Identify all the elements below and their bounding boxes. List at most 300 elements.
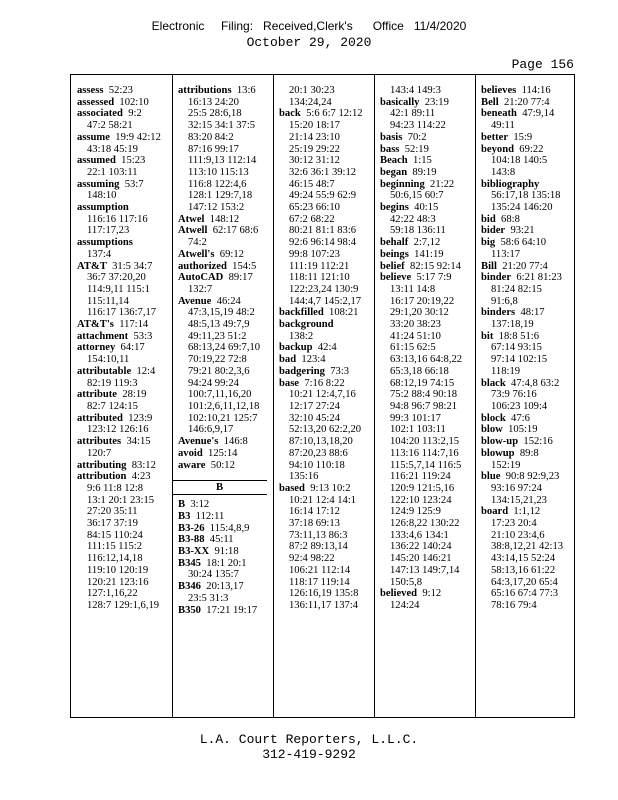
page-line-refs-continued: 101:2,6,11,12,18: [188, 400, 260, 412]
page-line-refs-continued: 92:4 98:22: [289, 553, 335, 565]
page-line-refs-continued: 16:17 20:19,22: [390, 295, 455, 307]
page-line-refs-continued: 65:16 67:4 77:3: [491, 588, 559, 600]
page-line-refs-continued: 42:1 89:11: [390, 108, 436, 120]
index-entry: [178, 225, 273, 237]
page-line-refs: 53:7: [124, 178, 144, 190]
page-line-refs-continued: 56:17,18 135:18: [491, 190, 561, 202]
page-line-refs: 47:9,14: [522, 108, 555, 120]
index-word: back: [279, 108, 301, 120]
page-line-refs: 115:4,8,9: [209, 522, 250, 534]
page-line-refs-continued: 65:23 66:10: [289, 202, 340, 214]
page-line-refs-continued: 83:20 84:2: [188, 131, 234, 143]
index-word: B3-26: [178, 522, 205, 534]
page-line-refs-continued: 16:13 24:20: [188, 96, 239, 108]
page-line-refs: 42:4: [317, 342, 337, 354]
page-line-refs-continued: 120:7: [87, 447, 112, 459]
page-line-refs-continued: 29:1,20 30:12: [390, 307, 449, 319]
index-word: bibliography: [481, 178, 540, 190]
index-entry: [77, 471, 172, 483]
page-line-refs-continued: 21:10 23:4,6: [491, 529, 545, 541]
page-line-refs: 146:8: [223, 436, 248, 448]
index-entry: [77, 179, 172, 191]
page-line-refs-continued: 118:19: [491, 365, 521, 377]
index-word: attributes: [77, 436, 122, 448]
index-word: associated: [77, 108, 123, 120]
page-line-refs-continued: 25:5 28:6,18: [188, 108, 242, 120]
index-entry: [481, 108, 576, 120]
page-line-refs: 123:4: [301, 354, 326, 366]
page-line-refs-continued: 128:1 129:7,18: [188, 190, 253, 202]
page-line-refs-continued: 12:17 27:24: [289, 400, 340, 412]
page-line-refs: 117:14: [119, 319, 149, 331]
index-word: avoid: [178, 447, 203, 459]
index-word: B3-88: [178, 534, 205, 546]
page-line-refs: 58:6 64:10: [500, 237, 547, 249]
index-word: authorized: [178, 260, 227, 272]
page-line-refs: 112:11: [195, 510, 225, 522]
index-entry: [77, 389, 172, 401]
page-line-refs-continued: 78:16 79:4: [491, 599, 537, 611]
page-line-refs-continued: 75:2 88:4 90:18: [390, 389, 458, 401]
page-line-refs-continued: 118:17 119:14: [289, 576, 350, 588]
page-line-refs: 152:16: [523, 436, 553, 448]
index-entry: [178, 214, 273, 226]
page-line-refs: 18:8 51:6: [498, 330, 539, 342]
page-line-refs-continued: 61:15 62:5: [390, 342, 436, 354]
index-word: AT&T's: [77, 319, 114, 331]
page-line-refs-continued: 68:13,24 69:7,10: [188, 342, 261, 354]
index-entry: [178, 460, 273, 472]
page-line-refs: 9:13 10:2: [310, 482, 351, 494]
index-word: bid: [481, 213, 496, 225]
index-word: attributing: [77, 459, 127, 471]
index-entry: [481, 237, 576, 249]
index-word: blowup: [481, 447, 515, 459]
page-line-refs-continued: 136:22 140:24: [390, 541, 452, 553]
index-word: Avenue: [178, 295, 212, 307]
page-line-refs-continued: 93:16 97:24: [491, 482, 542, 494]
page-line-refs-continued: 49:24 55:9 62:9: [289, 190, 357, 202]
page-line-refs-continued: 65:3,18 66:18: [390, 365, 449, 377]
page-line-refs-continued: 124:24: [390, 599, 420, 611]
index-entry: [178, 534, 273, 546]
page-line-refs-continued: 144:4,7 145:2,17: [289, 295, 362, 307]
page-line-refs: 17:21 19:17: [206, 604, 258, 616]
page-line-refs-continued: 91:6,8: [491, 295, 518, 307]
index-word: backup: [279, 342, 313, 354]
page-line-refs: 3:12: [190, 499, 210, 511]
index-entry: [380, 202, 475, 214]
page-line-refs-continued: 41:24 51:10: [390, 330, 441, 342]
page-line-refs-continued: 43:14,15 52:24: [491, 553, 556, 565]
index-word: better: [481, 131, 509, 143]
index-entry: [178, 605, 273, 617]
page-line-refs-continued: 17:23 20:4: [491, 518, 537, 530]
index-entry: [380, 167, 475, 179]
index-word: believe: [380, 272, 412, 284]
index-word: bass: [380, 143, 400, 155]
page-line-refs-continued: 122:10 123:24: [390, 494, 452, 506]
page-line-refs-continued: 59:18 136:11: [390, 225, 446, 237]
index-entry: [380, 132, 475, 144]
page-line-refs-continued: 116:12,14,18: [87, 553, 143, 565]
index-word: attributions: [178, 85, 232, 96]
page-line-refs: 1:1,12: [513, 506, 541, 518]
section-letter: B: [172, 480, 267, 495]
page-line-refs: 5:17 7:9: [416, 272, 452, 284]
index-entry: [481, 97, 576, 109]
page-line-refs: 12:4: [136, 365, 156, 377]
page-line-refs: 15:9: [513, 131, 533, 143]
page-line-refs-continued: 154:10,11: [87, 354, 130, 366]
index-entry: [481, 424, 576, 436]
page-line-refs: 47:6: [511, 412, 530, 424]
page-line-refs-continued: 120:9 121:5,16: [390, 482, 455, 494]
page-line-refs: 4:23: [131, 471, 151, 483]
page-line-refs-continued: 114:9,11 115:1: [87, 283, 150, 295]
page-line-refs-continued: 106:21 112:14: [289, 564, 351, 576]
page-line-refs-continued: 64:3,17,20 65:4: [491, 576, 558, 588]
index-word: attributable: [77, 365, 132, 377]
index-entry: [380, 588, 475, 600]
index-word: assume: [77, 131, 110, 143]
page-line-refs-continued: 119:10 120:19: [87, 564, 149, 576]
index-word: badgering: [279, 365, 325, 377]
index-word: binder: [481, 272, 512, 284]
page-line-refs-continued: 32:15 34:1 37:5: [188, 120, 256, 132]
page-line-refs: 105:19: [508, 424, 538, 436]
page-line-refs-continued: 32:6 36:1 39:12: [289, 166, 357, 178]
page-line-refs-continued: 87:20,23 88:6: [289, 447, 348, 459]
page-line-refs-continued: 135:16: [289, 471, 319, 483]
page-line-refs: 114:16: [521, 85, 551, 96]
page-line-refs-continued: 143:8: [491, 166, 516, 178]
page-line-refs-continued: 16:14 17:12: [289, 506, 340, 518]
page-line-refs: 90:8 92:9,23: [505, 471, 560, 483]
page-line-refs-continued: 136:11,17 137:4: [289, 599, 359, 611]
index-entry: [481, 506, 576, 518]
index-word: blue: [481, 471, 501, 483]
reporter-phone: 312-419-9292: [262, 747, 356, 762]
index-entry: [77, 202, 172, 214]
index-entry: [380, 237, 475, 249]
index-entry: [279, 354, 374, 366]
page-line-refs: 23:19: [424, 96, 449, 108]
page-line-refs-continued: 117:17,23: [87, 225, 130, 237]
index-entry: [178, 249, 273, 261]
page-line-refs-continued: 13:1 20:1 23:15: [87, 494, 155, 506]
index-word: attribution: [77, 471, 127, 483]
page-line-refs-continued: 38:8,12,21 42:13: [491, 541, 564, 553]
page-line-refs-continued: 87:2 89:13,14: [289, 541, 348, 553]
page-line-refs: 21:20 77:4: [502, 260, 548, 272]
index-entry: [178, 85, 273, 97]
index-word: B3-XX: [178, 546, 210, 558]
index-word: attorney: [77, 342, 116, 354]
index-column-2: [172, 85, 273, 616]
page-line-refs-continued: 145:20 146:21: [390, 553, 452, 565]
page-line-refs-continued: 84:15 110:24: [87, 529, 143, 541]
page-line-refs-continued: 132:7: [188, 283, 213, 295]
page-line-refs-continued: 21:14 23:10: [289, 131, 340, 143]
index-entry: [279, 366, 374, 378]
page-line-refs-continued: 111:15 115:2: [87, 541, 143, 553]
index-entry: [178, 581, 273, 593]
reporter-company: L.A. Court Reporters, L.L.C.: [199, 732, 419, 747]
index-entry: [380, 261, 475, 273]
index-word: big: [481, 237, 496, 249]
page-line-refs: 5:6 6:7 12:12: [306, 108, 363, 120]
index-entry: [380, 155, 475, 167]
page-line-refs: 9:2: [128, 108, 142, 120]
page-line-refs-continued: 143:4 149:3: [390, 85, 441, 96]
page-line-refs-continued: 106:23 109:4: [491, 400, 548, 412]
index-word: background: [279, 319, 334, 331]
page-line-refs: 125:14: [208, 447, 238, 459]
page-line-refs: 83:12: [131, 459, 156, 471]
page-line-refs-continued: 73:11,13 86:3: [289, 529, 348, 541]
page-line-refs-continued: 36:7 37:20,20: [87, 272, 146, 284]
page-line-refs: 53:3: [133, 330, 153, 342]
index-entry: [380, 97, 475, 109]
page-line-refs: 9:12: [422, 588, 442, 600]
page-line-refs: 46:24: [216, 295, 241, 307]
index-entry: [279, 307, 374, 319]
index-word: began: [380, 166, 408, 178]
page-line-refs-continued: 30:24 135:7: [188, 569, 239, 581]
page-line-refs-continued: 148:10: [87, 190, 117, 202]
page-line-refs: 82:15 92:14: [410, 260, 461, 272]
page-line-refs-continued: 94:8 96:7 98:21: [390, 400, 458, 412]
index-word: AutoCAD: [178, 272, 224, 284]
page-line-refs: 7:16 8:22: [304, 377, 345, 389]
index-word: Atwel: [178, 213, 205, 225]
page-line-refs-continued: 49:11: [491, 120, 515, 132]
page-line-refs: 47:4,8 63:2: [511, 377, 560, 389]
index-word: B346: [178, 581, 201, 593]
page-line-refs: 40:15: [414, 202, 439, 214]
index-word: B: [178, 499, 186, 511]
page-line-refs: 102:10: [119, 96, 149, 108]
page-line-refs-continued: 87:10,13,18,20: [289, 436, 353, 448]
index-entry: [481, 272, 576, 284]
page-footer: [0, 732, 618, 762]
page-line-refs-continued: 9:6 11:8 12:8: [87, 482, 144, 494]
page-line-refs-continued: 30:12 31:12: [289, 155, 340, 167]
page-line-refs-continued: 99:8 107:23: [289, 248, 340, 260]
page-line-refs-continued: 135:24 146:20: [491, 202, 553, 214]
page-line-refs: 48:17: [520, 307, 545, 319]
page-line-refs-continued: 113:17: [491, 248, 521, 260]
page-line-refs-continued: 126:8,22 130:22: [390, 518, 460, 530]
page-line-refs-continued: 104:18 140:5: [491, 155, 548, 167]
page-line-refs: 31:5 34:7: [112, 260, 153, 272]
page-line-refs-continued: 120:21 123:16: [87, 576, 149, 588]
index-entry: [77, 237, 172, 249]
page-line-refs: 69:22: [519, 143, 544, 155]
index-word: assess: [77, 85, 104, 96]
page-line-refs: 15:23: [121, 155, 146, 167]
page-line-refs: 2:7,12: [413, 237, 441, 249]
index-word: bider: [481, 225, 506, 237]
page-line-refs-continued: 82:7 124:15: [87, 400, 138, 412]
index-entry: [481, 214, 576, 226]
page-line-refs: 108:21: [329, 307, 359, 319]
index-word: aware: [178, 459, 206, 471]
page-line-refs-continued: 102:1 103:11: [390, 424, 446, 436]
page-line-refs: 50:12: [210, 459, 235, 471]
page-number: Page 156: [511, 57, 574, 72]
page-line-refs: 93:21: [510, 225, 535, 237]
page-line-refs-continued: 116:16 117:16: [87, 213, 148, 225]
page-line-refs-continued: 74:2: [188, 237, 207, 249]
page-line-refs: 18:1 20:1: [206, 557, 247, 569]
page-line-refs: 64:17: [120, 342, 145, 354]
index-entry: [481, 413, 576, 425]
page-line-refs: 89:19: [412, 166, 437, 178]
page-line-refs-continued: 94:23 114:22: [390, 120, 446, 132]
index-word: beings: [380, 248, 409, 260]
index-word: block: [481, 412, 506, 424]
page-line-refs-continued: 58:13,16 61:22: [491, 564, 556, 576]
index-word: bit: [481, 330, 494, 342]
index-entry: [77, 413, 172, 425]
index-word: black: [481, 377, 506, 389]
page-line-refs-continued: 46:15 48:7: [289, 178, 335, 190]
page-line-refs-continued: 128:7 129:1,6,19: [87, 599, 160, 611]
index-word: board: [481, 506, 509, 518]
page-line-refs-continued: 115:5,7,14 116:5: [390, 459, 462, 471]
index-word: binders: [481, 307, 516, 319]
page-line-refs-continued: 43:18 45:19: [87, 143, 138, 155]
page-line-refs: 89:8: [519, 447, 539, 459]
page-line-refs-continued: 116:8 122:4,6: [188, 178, 247, 190]
page-line-refs-continued: 63:13,16 64:8,22: [390, 354, 463, 366]
page-line-refs: 69:12: [219, 248, 244, 260]
index-word: assumption: [77, 202, 129, 214]
index-entry: [279, 342, 374, 354]
index-entry: [380, 272, 475, 284]
index-entry: [178, 546, 273, 558]
index-word: belief: [380, 260, 405, 272]
index-word: basically: [380, 96, 420, 108]
page-line-refs: 148:12: [209, 213, 240, 225]
index-entry: [77, 108, 172, 120]
index-entry: [77, 155, 172, 167]
page-line-refs-continued: 122:23,24 130:9: [289, 283, 359, 295]
index-entry: [178, 261, 273, 273]
page-line-refs: 154:5: [232, 260, 257, 272]
index-word: beginning: [380, 178, 425, 190]
index-entry: [279, 319, 374, 331]
page-line-refs-continued: 150:5,8: [390, 576, 423, 588]
page-line-refs-continued: 94:10 110:18: [289, 459, 345, 471]
page-line-refs-continued: 94:24 99:24: [188, 377, 239, 389]
page-line-refs-continued: 73:9 76:16: [491, 389, 537, 401]
index-entry: [481, 448, 576, 460]
page-line-refs-continued: 124:9 125:9: [390, 506, 441, 518]
index-entry: [481, 378, 576, 390]
page-line-refs-continued: 147:13 149:7,14: [390, 564, 460, 576]
index-column-1: [71, 85, 172, 612]
page-line-refs-continued: 81:24 82:15: [491, 283, 542, 295]
index-word: based: [279, 482, 305, 494]
page-line-refs-continued: 13:11 14:8: [390, 283, 436, 295]
page-line-refs: 91:18: [214, 546, 239, 558]
page-line-refs-continued: 104:20 113:2,15: [390, 436, 460, 448]
page-line-refs: 52:19: [404, 143, 429, 155]
index-table: [70, 74, 575, 718]
page-line-refs-continued: 47:2 58:21: [87, 120, 133, 132]
page-line-refs-continued: 100:7,11,16,20: [188, 389, 252, 401]
page-line-refs-continued: 68:12,19 74:15: [390, 377, 455, 389]
page-line-refs-continued: 123:12 126:16: [87, 424, 149, 436]
page-line-refs-continued: 22:1 103:11: [87, 166, 138, 178]
page-line-refs-continued: 99:3 101:17: [390, 412, 441, 424]
page-line-refs-continued: 127:1,16,22: [87, 588, 138, 600]
page-line-refs: 34:15: [126, 436, 151, 448]
index-word: blow: [481, 424, 503, 436]
index-entry: [77, 319, 172, 331]
index-word: attributed: [77, 412, 123, 424]
index-word: basis: [380, 131, 403, 143]
page-line-refs-continued: 48:5,13 49:7,9: [188, 319, 250, 331]
page-line-refs: 21:22: [430, 178, 455, 190]
page-line-refs-continued: 23:5 31:3: [188, 592, 229, 604]
index-word: beyond: [481, 143, 514, 155]
page-line-refs-continued: 137:4: [87, 248, 112, 260]
page-line-refs-continued: 116:21 119:24: [390, 471, 451, 483]
index-entry: [77, 261, 172, 273]
page-line-refs-continued: 36:17 37:19: [87, 518, 138, 530]
page-line-refs: 89:17: [228, 272, 253, 284]
page-line-refs-continued: 10:21 12:4 14:1: [289, 494, 357, 506]
index-word: Atwell: [178, 225, 208, 237]
index-entry: [77, 460, 172, 472]
page-line-refs-continued: 50:6,15 60:7: [390, 190, 444, 202]
index-word: AT&T: [77, 260, 107, 272]
page-line-refs-continued: 146:6,9,17: [188, 424, 234, 436]
page-line-refs-continued: 10:21 12:4,7,16: [289, 389, 356, 401]
index-entry: [380, 179, 475, 191]
index-word: B3: [178, 510, 191, 522]
page-line-refs-continued: 27:20 35:11: [87, 506, 138, 518]
page-line-refs-continued: 82:19 119:3: [87, 377, 138, 389]
page-line-refs: 62:17 68:6: [212, 225, 259, 237]
index-word: bad: [279, 354, 297, 366]
index-word: begins: [380, 202, 409, 214]
page-line-refs-continued: 42:22 48:3: [390, 213, 436, 225]
index-entry: [380, 144, 475, 156]
page-line-refs: 123:9: [128, 412, 153, 424]
page-line-refs-continued: 133:4,6 134:1: [390, 529, 449, 541]
index-word: attribute: [77, 389, 118, 401]
page-line-refs-continued: 33:20 38:23: [390, 319, 441, 331]
page-line-refs-continued: 113:16 114:7,16: [390, 447, 459, 459]
index-entry: [178, 499, 273, 511]
page-line-refs: 19:9 42:12: [115, 131, 161, 143]
page-line-refs-continued: 97:14 102:15: [491, 354, 548, 366]
index-entry: [279, 483, 374, 495]
page-line-refs-continued: 116:17 136:7,17: [87, 307, 157, 319]
index-word: believed: [380, 588, 418, 600]
index-entry: [77, 436, 172, 448]
index-column-4: [374, 85, 475, 612]
index-entry: [380, 249, 475, 261]
page-line-refs-continued: 92:6 96:14 98:4: [289, 237, 357, 249]
index-entry: [481, 471, 576, 483]
page-line-refs: 21:20 77:4: [503, 96, 550, 108]
